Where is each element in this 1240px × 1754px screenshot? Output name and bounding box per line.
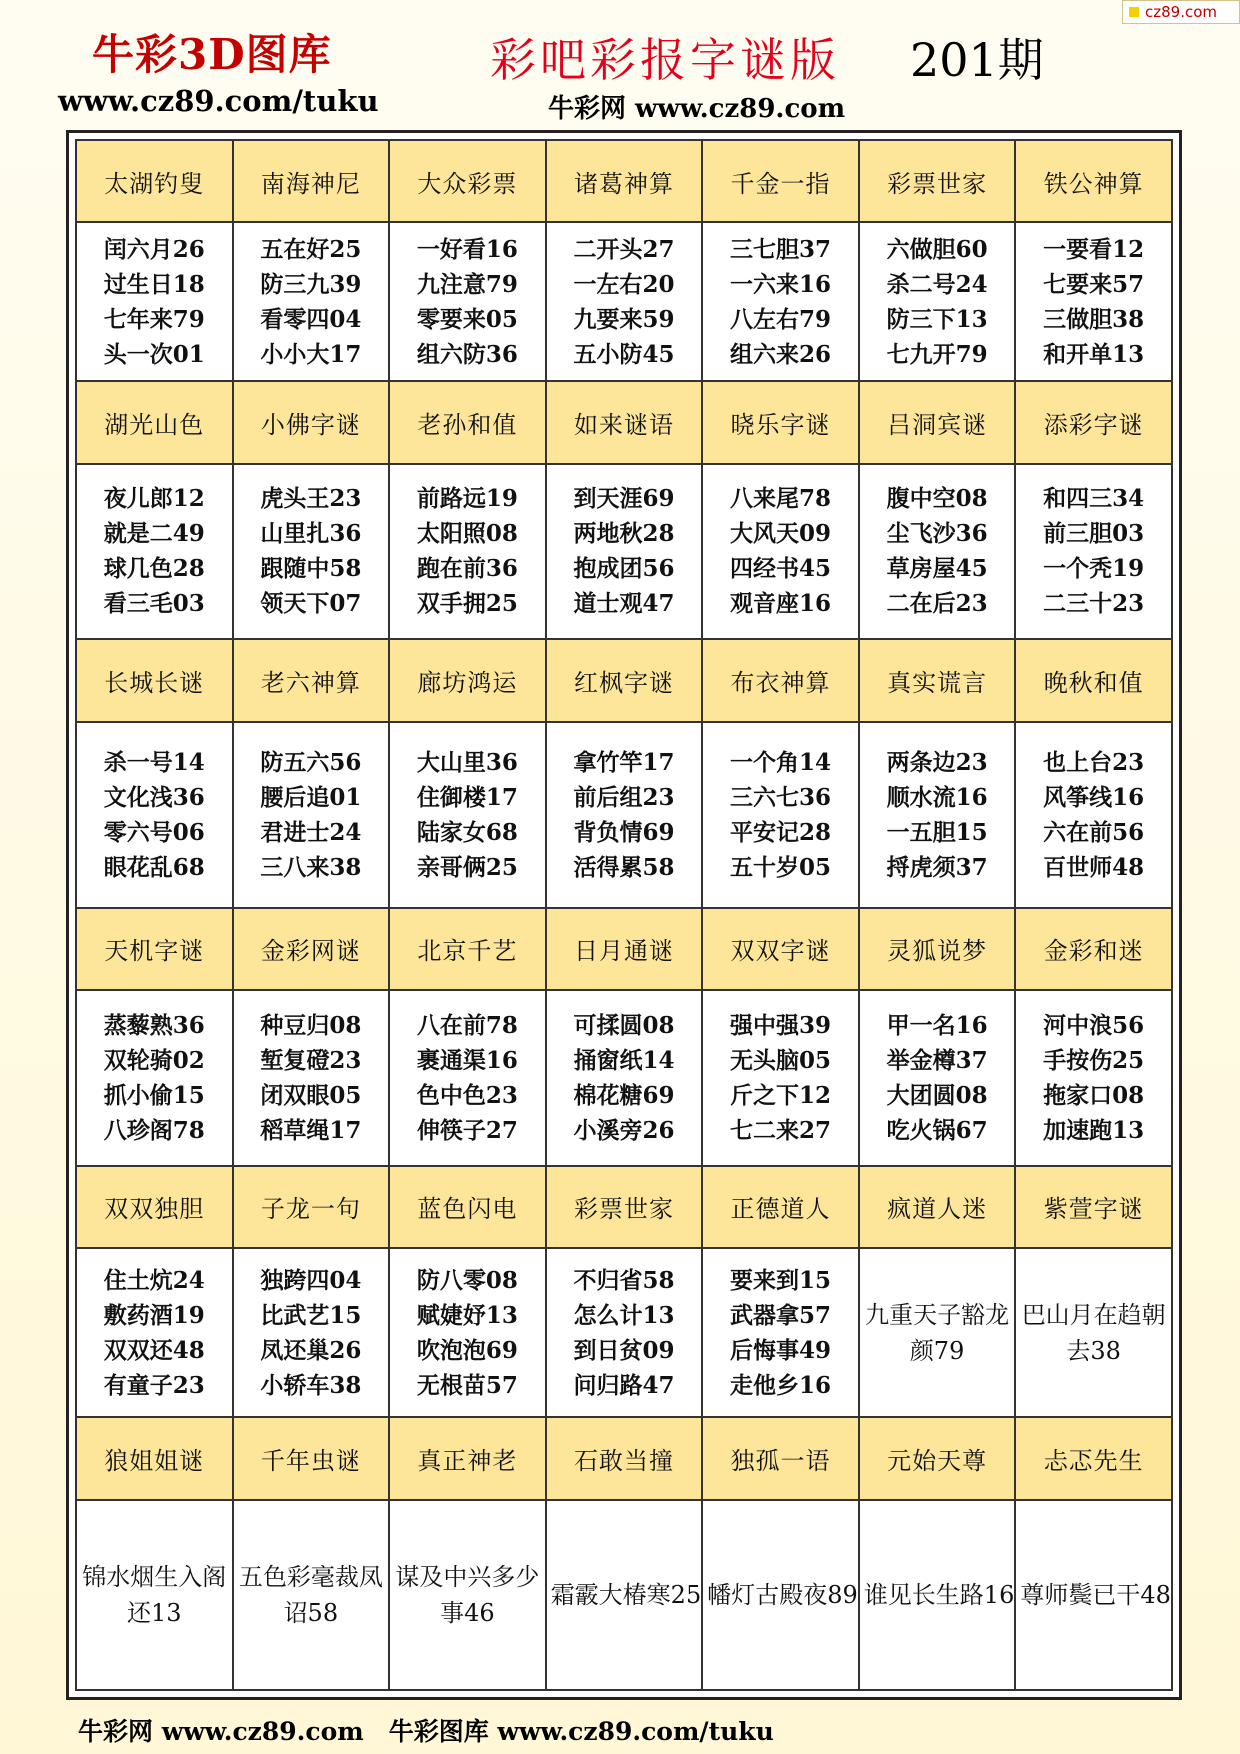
clue-line: 六在前56 — [1043, 818, 1145, 846]
column-header: 双双字谜 — [702, 908, 859, 990]
header-row — [76, 1417, 1172, 1499]
clue-cell — [702, 222, 859, 381]
clue-line: 双双还48 — [103, 1336, 205, 1364]
column-header: 老六神算 — [233, 639, 390, 721]
clue-cell — [389, 722, 546, 908]
clue-line: 尊师鬓已干48 — [1020, 1580, 1171, 1609]
column-header: 正德道人 — [702, 1166, 859, 1248]
clue-line: 谁见长生路16 — [863, 1580, 1015, 1609]
clue-line: 事46 — [440, 1598, 495, 1627]
clue-line: 君进士24 — [260, 818, 362, 846]
clue-line: 一六来16 — [730, 270, 832, 298]
clue-line: 跑在前36 — [416, 555, 518, 583]
clue-cell — [702, 722, 859, 908]
clue-line: 七年来79 — [103, 305, 205, 333]
clue-cell — [859, 1248, 1016, 1417]
clue-line: 头一次01 — [103, 340, 205, 368]
column-header: 疯道人迷 — [859, 1166, 1016, 1248]
clue-line: 小轿车38 — [260, 1371, 362, 1399]
clue-line: 手按伤25 — [1043, 1046, 1145, 1074]
clue-line: 观音座16 — [730, 590, 832, 618]
clue-line: 凤还巢26 — [260, 1336, 362, 1364]
clue-line: 大团圆08 — [886, 1081, 988, 1109]
column-header: 灵狐说梦 — [859, 908, 1016, 990]
clue-line: 七九开79 — [886, 340, 988, 368]
clue-line: 捋虎须37 — [886, 853, 988, 881]
column-header: 小佛字谜 — [233, 381, 390, 463]
clue-cell — [389, 464, 546, 640]
clue-line: 腰后追01 — [260, 783, 362, 811]
clue-line: 七二来27 — [730, 1116, 832, 1144]
column-header: 太湖钓叟 — [76, 140, 233, 222]
clue-line: 杀二号24 — [886, 270, 988, 298]
clue-cell — [233, 222, 390, 381]
clue-row — [76, 464, 1172, 640]
column-header: 元始天尊 — [859, 1417, 1016, 1499]
clue-line: 防八零08 — [416, 1266, 518, 1294]
clue-line: 一个秃19 — [1043, 555, 1145, 583]
clue-line: 零六号06 — [103, 818, 205, 846]
clue-line: 甲一名16 — [886, 1011, 988, 1039]
clue-line: 看三毛03 — [103, 590, 205, 618]
clue-line: 二开头27 — [573, 235, 675, 263]
clue-line: 九重天子豁龙 — [865, 1300, 1010, 1329]
clue-line: 双手拥25 — [416, 590, 518, 618]
column-header: 长城长谜 — [76, 639, 233, 721]
clue-cell — [859, 722, 1016, 908]
clue-line: 要来到15 — [730, 1266, 832, 1294]
clue-line: 抱成团56 — [573, 555, 675, 583]
clue-line: 吃火锅67 — [886, 1116, 988, 1144]
clue-line: 住御楼17 — [416, 783, 518, 811]
clue-line: 防五六56 — [260, 748, 362, 776]
clue-line: 防三下13 — [886, 305, 988, 333]
clue-line: 三七胆37 — [730, 235, 832, 263]
column-header: 狼姐姐谜 — [76, 1417, 233, 1499]
header-row — [76, 140, 1172, 222]
clue-line: 九要来59 — [573, 305, 675, 333]
clue-line: 夜儿郎12 — [103, 485, 205, 513]
clue-line: 大风天09 — [730, 520, 832, 548]
clue-cell — [859, 464, 1016, 640]
clue-line: 风筝线16 — [1043, 783, 1145, 811]
clue-line: 吹泡泡69 — [416, 1336, 518, 1364]
clue-line: 稻草绳17 — [260, 1116, 362, 1144]
brand-title: 牛彩3D图库 — [92, 30, 332, 79]
header-row — [76, 908, 1172, 990]
puzzle-frame — [66, 130, 1182, 1700]
clue-line: 前三胆03 — [1043, 520, 1145, 548]
clue-line: 种豆归08 — [260, 1011, 362, 1039]
clue-line: 杀一号14 — [103, 748, 205, 776]
clue-line: 和四三34 — [1043, 485, 1145, 513]
badge-text: cz89.com — [1145, 3, 1218, 21]
column-header: 双双独胆 — [76, 1166, 233, 1248]
column-header: 铁公神算 — [1015, 140, 1172, 222]
clue-line: 平安记28 — [730, 818, 832, 846]
clue-cell — [859, 222, 1016, 381]
clue-line: 陆家女68 — [416, 818, 518, 846]
clue-line: 组六来26 — [730, 340, 832, 368]
clue-line: 赋婕妤13 — [416, 1301, 518, 1329]
clue-cell — [1015, 990, 1172, 1166]
clue-line: 五在好25 — [260, 235, 362, 263]
clue-line: 八来尾78 — [730, 485, 832, 513]
column-header: 吕洞宾谜 — [859, 381, 1016, 463]
clue-row — [76, 222, 1172, 381]
clue-line: 组六防36 — [416, 340, 518, 368]
clue-line: 前后组23 — [573, 783, 675, 811]
clue-line: 也上台23 — [1043, 748, 1145, 776]
clue-row — [76, 990, 1172, 1166]
clue-cell — [546, 722, 703, 908]
clue-line: 太阳照08 — [416, 520, 518, 548]
clue-line: 二在后23 — [886, 590, 988, 618]
clue-line: 一个角14 — [730, 748, 832, 776]
clue-line: 抓小偷15 — [103, 1081, 205, 1109]
clue-line: 三做胆38 — [1043, 305, 1145, 333]
clue-line: 怎么计13 — [573, 1301, 675, 1329]
clue-cell — [702, 1500, 859, 1690]
clue-line: 强中强39 — [730, 1011, 832, 1039]
clue-line: 河中浪56 — [1043, 1011, 1145, 1039]
column-header: 添彩字谜 — [1015, 381, 1172, 463]
column-header: 大众彩票 — [389, 140, 546, 222]
clue-line: 三八来38 — [260, 853, 362, 881]
clue-line: 防三九39 — [260, 270, 362, 298]
clue-line: 三六七36 — [730, 783, 832, 811]
clue-line: 两条边23 — [886, 748, 988, 776]
column-header: 布衣神算 — [702, 639, 859, 721]
clue-line: 比武艺15 — [260, 1301, 362, 1329]
clue-line: 草房屋45 — [886, 555, 988, 583]
clue-cell — [546, 222, 703, 381]
column-header: 蓝色闪电 — [389, 1166, 546, 1248]
clue-line: 七要来57 — [1043, 270, 1145, 298]
clue-line: 不归省58 — [573, 1266, 675, 1294]
clue-line: 独跨四04 — [260, 1266, 362, 1294]
clue-line: 文化浅36 — [103, 783, 205, 811]
clue-line: 看零四04 — [260, 305, 362, 333]
clue-row — [76, 722, 1172, 908]
clue-line: 五十岁05 — [730, 853, 832, 881]
column-header: 老孙和值 — [389, 381, 546, 463]
clue-line: 百世师48 — [1043, 853, 1145, 881]
clue-cell — [1015, 464, 1172, 640]
clue-line: 闰六月26 — [103, 235, 205, 263]
clue-line: 亲哥俩25 — [416, 853, 518, 881]
brand-url: www.cz89.com/tuku — [58, 84, 379, 118]
clue-line: 四经书45 — [730, 555, 832, 583]
clue-line: 小溪旁26 — [573, 1116, 675, 1144]
clue-cell — [389, 222, 546, 381]
clue-line: 后悔事49 — [730, 1336, 832, 1364]
clue-cell — [389, 1248, 546, 1417]
clue-line: 大山里36 — [416, 748, 518, 776]
clue-line: 斤之下12 — [730, 1081, 832, 1109]
column-header: 彩票世家 — [859, 140, 1016, 222]
clue-cell — [233, 1248, 390, 1417]
clue-line: 八左右79 — [730, 305, 832, 333]
clue-line: 幡灯古殿夜89 — [707, 1580, 858, 1609]
clue-cell — [1015, 722, 1172, 908]
clue-line: 过生日18 — [103, 270, 205, 298]
sub-url: 牛彩网 www.cz89.com — [548, 94, 846, 124]
clue-cell — [859, 1500, 1016, 1690]
column-header: 金彩和迷 — [1015, 908, 1172, 990]
column-header: 紫萱字谜 — [1015, 1166, 1172, 1248]
column-header: 千金一指 — [702, 140, 859, 222]
clue-line: 八在前78 — [416, 1011, 518, 1039]
column-header: 千年虫谜 — [233, 1417, 390, 1499]
clue-line: 去38 — [1066, 1336, 1121, 1365]
column-header: 子龙一句 — [233, 1166, 390, 1248]
clue-cell — [1015, 1500, 1172, 1690]
clue-line: 领天下07 — [260, 590, 362, 618]
clue-line: 背负情69 — [573, 818, 675, 846]
clue-line: 二三十23 — [1043, 590, 1145, 618]
clue-line: 问归路47 — [573, 1371, 675, 1399]
issue-number: 201期 — [910, 33, 1044, 87]
clue-line: 锦水烟生入阁 — [82, 1562, 227, 1591]
clue-line: 裹通渠16 — [416, 1046, 518, 1074]
clue-cell — [76, 990, 233, 1166]
clue-line: 山里扎36 — [260, 520, 362, 548]
clue-line: 一左右20 — [573, 270, 675, 298]
clue-line: 伸筷子27 — [416, 1116, 518, 1144]
clue-line: 零要来05 — [416, 305, 518, 333]
clue-line: 无头脑05 — [730, 1046, 832, 1074]
clue-cell — [546, 1500, 703, 1690]
clue-line: 跟随中58 — [260, 555, 362, 583]
column-header: 金彩网谜 — [233, 908, 390, 990]
clue-line: 霜霰大椿寒25 — [550, 1580, 702, 1609]
clue-line: 住土炕24 — [103, 1266, 205, 1294]
clue-line: 尘飞沙36 — [886, 520, 988, 548]
clue-line: 可揉圆08 — [573, 1011, 675, 1039]
clue-cell — [233, 722, 390, 908]
clue-line: 巴山月在趋朝 — [1021, 1300, 1166, 1329]
clue-line: 眼花乱68 — [103, 853, 205, 881]
clue-line: 蒸藜熟36 — [103, 1011, 205, 1039]
clue-line: 敷药酒19 — [103, 1301, 205, 1329]
column-header: 诸葛神算 — [546, 140, 703, 222]
clue-line: 就是二49 — [103, 520, 205, 548]
clue-cell — [76, 1500, 233, 1690]
clue-cell — [233, 1500, 390, 1690]
clue-line: 双轮骑02 — [103, 1046, 205, 1074]
clue-line: 颜79 — [909, 1336, 965, 1365]
clue-line: 诏58 — [283, 1598, 339, 1627]
column-header: 南海神尼 — [233, 140, 390, 222]
clue-line: 无根苗57 — [416, 1371, 518, 1399]
clue-line: 武器拿57 — [730, 1301, 832, 1329]
clue-line: 八珍阁78 — [103, 1116, 205, 1144]
clue-line: 闭双眼05 — [260, 1081, 362, 1109]
clue-cell — [1015, 222, 1172, 381]
clue-cell — [76, 222, 233, 381]
clue-line: 小小大17 — [260, 340, 362, 368]
column-header: 晚秋和值 — [1015, 639, 1172, 721]
clue-line: 有童子23 — [103, 1371, 205, 1399]
clue-row — [76, 1500, 1172, 1690]
clue-line: 虎头王23 — [260, 485, 362, 513]
column-header: 北京千艺 — [389, 908, 546, 990]
header-row — [76, 381, 1172, 463]
clue-line: 到天涯69 — [573, 485, 675, 513]
column-header: 湖光山色 — [76, 381, 233, 463]
clue-line: 活得累58 — [573, 853, 675, 881]
clue-line: 棉花糖69 — [573, 1081, 675, 1109]
clue-line: 堑复磴23 — [260, 1046, 362, 1074]
site-badge[interactable] — [1122, 0, 1240, 24]
column-header: 天机字谜 — [76, 908, 233, 990]
column-header: 红枫字谜 — [546, 639, 703, 721]
clue-line: 和开单13 — [1043, 340, 1145, 368]
clue-line: 一五胆15 — [886, 818, 988, 846]
clue-line: 球几色28 — [103, 555, 205, 583]
clue-line: 腹中空08 — [886, 485, 988, 513]
badge-square-icon — [1129, 7, 1139, 17]
column-header: 廊坊鸿运 — [389, 639, 546, 721]
clue-cell — [389, 1500, 546, 1690]
column-header: 日月通谜 — [546, 908, 703, 990]
clue-line: 到日贫09 — [573, 1336, 675, 1364]
clue-cell — [546, 1248, 703, 1417]
column-header: 真正神老 — [389, 1417, 546, 1499]
column-header: 如来谜语 — [546, 381, 703, 463]
column-header: 晓乐字谜 — [702, 381, 859, 463]
clue-line: 还13 — [127, 1598, 182, 1627]
clue-line: 九注意79 — [416, 270, 518, 298]
clue-cell — [76, 464, 233, 640]
clue-line: 前路远19 — [416, 485, 518, 513]
clue-line: 捅窗纸14 — [573, 1046, 675, 1074]
clue-cell — [233, 990, 390, 1166]
clue-line: 拿竹竿17 — [573, 748, 675, 776]
clue-line: 两地秋28 — [573, 520, 675, 548]
clue-line: 一要看12 — [1043, 235, 1145, 263]
clue-line: 谋及中兴多少 — [395, 1562, 540, 1591]
clue-cell — [702, 1248, 859, 1417]
clue-line: 六做胆60 — [886, 235, 988, 263]
clue-line: 道士观47 — [573, 590, 675, 618]
clue-cell — [859, 990, 1016, 1166]
main-title: 彩吧彩报字谜版 — [490, 33, 840, 87]
clue-cell — [702, 990, 859, 1166]
clue-cell — [546, 464, 703, 640]
footer-links: 牛彩网 www.cz89.com 牛彩图库 www.cz89.com/tuku — [78, 1717, 774, 1746]
clue-line: 走他乡16 — [730, 1371, 832, 1399]
clue-line: 加速跑13 — [1043, 1116, 1145, 1144]
clue-cell — [233, 464, 390, 640]
clue-row — [76, 1248, 1172, 1417]
clue-line: 拖家口08 — [1043, 1081, 1145, 1109]
column-header: 忐忑先生 — [1015, 1417, 1172, 1499]
clue-cell — [1015, 1248, 1172, 1417]
column-header: 彩票世家 — [546, 1166, 703, 1248]
header-row — [76, 639, 1172, 721]
clue-line: 五小防45 — [573, 340, 675, 368]
clue-cell — [546, 990, 703, 1166]
column-header: 石敢当撞 — [546, 1417, 703, 1499]
puzzle-table — [75, 139, 1173, 1691]
header-row — [76, 1166, 1172, 1248]
clue-line: 五色彩毫裁凤 — [238, 1562, 383, 1591]
clue-line: 顺水流16 — [886, 783, 988, 811]
clue-cell — [702, 464, 859, 640]
clue-cell — [389, 990, 546, 1166]
clue-cell — [76, 722, 233, 908]
clue-line: 举金樽37 — [886, 1046, 988, 1074]
clue-cell — [76, 1248, 233, 1417]
clue-line: 色中色23 — [416, 1081, 518, 1109]
column-header: 独孤一语 — [702, 1417, 859, 1499]
column-header: 真实谎言 — [859, 639, 1016, 721]
clue-line: 一好看16 — [416, 235, 518, 263]
